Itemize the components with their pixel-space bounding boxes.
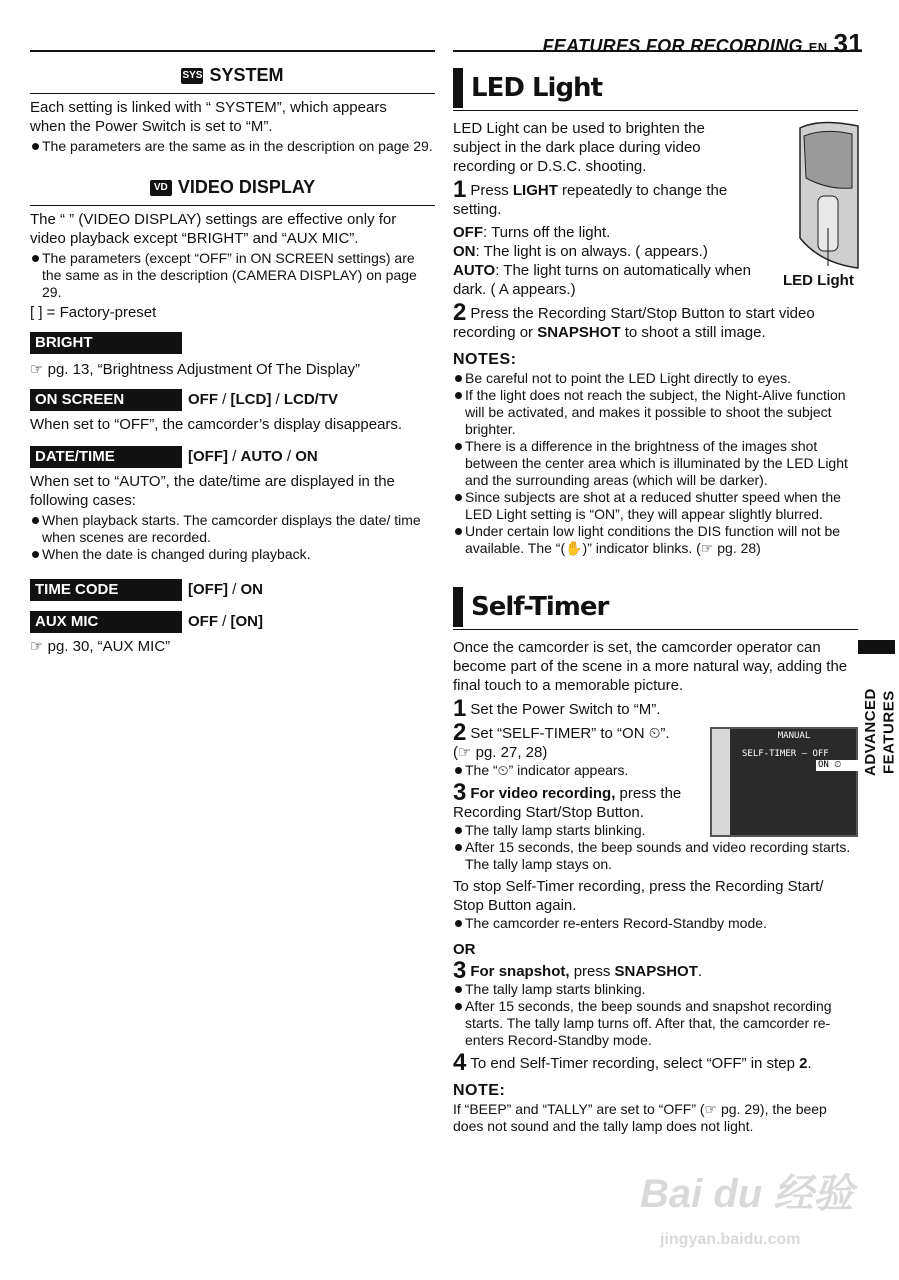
list-item: The “⏲” indicator appears. — [453, 762, 858, 779]
time-code-row: TIME CODE [OFF] / ON — [30, 579, 435, 601]
date-time-desc: When set to “AUTO”, the date/time are displayed in the following cases: — [30, 472, 395, 509]
led-intro: LED Light can be used to brighten the subject in the dark place during video recording or D.S.C. shooting. — [453, 120, 705, 175]
timer-step-3b: 3 For snapshot, press SNAPSHOT. — [453, 957, 703, 984]
list-item: The parameters (except “OFF” in ON SCREEN settings) are the same as in the description (CAMERA DISPLAY) on page 29. — [30, 250, 435, 301]
list-item: When the date is changed during playback. — [30, 546, 435, 563]
list-item: The camcorder re-enters Record-Standby mode. — [453, 915, 858, 932]
timer-step-1: 1 Set the Power Switch to “M”. — [453, 695, 661, 722]
timer-step-2: 2 Set “SELF-TIMER” to “ON ⏲”. — [453, 719, 670, 746]
note-title: NOTE: — [453, 1082, 506, 1099]
section-title: FEATURES FOR RECORDING — [542, 36, 803, 56]
lcd-row: SELF-TIMER – OFF — [742, 749, 829, 759]
led-heading: LED Light — [453, 68, 858, 108]
side-tab-label: ADVANCED FEATURES — [862, 688, 898, 777]
bright-ref: ☞ pg. 13, “Brightness Adjustment Of The Display” — [30, 360, 360, 378]
lcd-selected: ON ⏲ — [816, 760, 858, 771]
list-item: Since subjects are shot at a reduced shutter speed when the LED Light setting is “ON”, they will appear slightly blurred. — [453, 489, 858, 523]
system-mode-icon: SYS — [181, 68, 203, 84]
led-options: OFF: Turns off the light. ON: The light is on always. ( appears.) AUTO: The light turns on automatically when dark. ( A appears.) — [453, 224, 751, 298]
on-screen-label: ON SCREEN — [30, 389, 182, 411]
notes-title: NOTES: — [453, 351, 517, 368]
list-item: After 15 seconds, the beep sounds and snapshot recording starts. The tally lamp turns off. After that, the camcorder re-enters Record-Standby mode. — [453, 998, 858, 1049]
factory-preset-note: [ ] = Factory-preset — [30, 303, 157, 321]
camcorder-illustration — [780, 118, 858, 278]
led-light-label: LED Light — [783, 272, 854, 289]
stop-instructions: To stop Self-Timer recording, press the Recording Start/ Stop Button again. — [453, 878, 824, 914]
self-timer-section — [453, 587, 858, 1135]
time-code-label: TIME CODE — [30, 579, 182, 601]
list-item: If the light does not reach the subject, the Night-Alive function will be activated, and makes it possible to shoot the subject brighter. — [453, 387, 858, 438]
lcd-title: MANUAL — [777, 731, 811, 741]
page-header — [543, 28, 863, 60]
note-text: If “BEEP” and “TALLY” are set to “OFF” (☞ pg. 29), the beep does not sound and the tally lamp does not light. — [453, 1100, 827, 1134]
date-time-label: DATE/TIME — [30, 446, 182, 468]
date-time-row: DATE/TIME [OFF] / AUTO / ON When set to “AUTO”, the date/time are displayed in the following cases: When playback starts. The camcorder displays the date/ time when scenes are recorded. When the date is changed during playback. — [30, 446, 435, 563]
left-column — [30, 65, 435, 656]
list-item: When playback starts. The camcorder displays the date/ time when scenes are recorded. — [30, 512, 435, 546]
on-screen-desc: When set to “OFF”, the camcorder’s display disappears. — [30, 415, 403, 433]
video-display-icon: VD — [150, 180, 172, 196]
list-item: The tally lamp starts blinking. — [453, 822, 858, 839]
watermark-brand: Bai du 经验 — [640, 1172, 854, 1216]
menu-icon-strip — [712, 729, 730, 835]
list-item: Under certain low light conditions the DIS function will not be available. The “(✋)” indicator blinks. (☞ pg. 28) — [453, 523, 858, 557]
system-body: Each setting is linked with “ SYSTEM”, which appears when the Power Switch is set to “M”. The parameters are the same as in the description on page 29. — [30, 93, 435, 155]
aux-mic-ref: ☞ pg. 30, “AUX MIC” — [30, 637, 171, 655]
page-number: 31 — [833, 28, 863, 58]
aux-mic-row: AUX MIC OFF / [ON] ☞ pg. 30, “AUX MIC” — [30, 611, 435, 656]
left-top-rule — [30, 50, 435, 52]
timer-step-2-ref: (☞ pg. 27, 28) — [453, 744, 548, 761]
watermark-url: jingyan.baidu.com — [660, 1231, 801, 1248]
on-screen-row: ON SCREEN OFF / [LCD] / LCD/TV When set to “OFF”, the camcorder’s display disappears. — [30, 389, 435, 434]
list-item: The tally lamp starts blinking. — [453, 981, 858, 998]
timer-step-3a: 3 For video recording, press the Recording Start/Stop Button. — [453, 779, 682, 821]
bright-row — [30, 332, 435, 379]
list-item: There is a difference in the brightness of the images shot between the center area which is illuminated by the LED Light and the surrounding areas (which will be darker). — [453, 438, 858, 489]
or-label: OR — [453, 941, 476, 958]
timer-step-4: 4 To end Self-Timer recording, select “OFF” in step 2. — [453, 1049, 812, 1076]
lcd-menu-screenshot — [710, 727, 858, 837]
self-timer-intro: Once the camcorder is set, the camcorder operator can become part of the scene in a more natural way, adding the final touch to a memorable picture. — [453, 639, 848, 694]
list-item: After 15 seconds, the beep sounds and video recording starts. The tally lamp stays on. — [453, 839, 858, 873]
list-item: Be careful not to point the LED Light directly to eyes. — [453, 370, 858, 387]
self-timer-heading: Self-Timer — [453, 587, 858, 627]
list-item: The parameters are the same as in the description on page 29. — [30, 138, 435, 155]
system-heading: SYS SYSTEM — [182, 65, 284, 85]
bright-label: BRIGHT — [30, 332, 182, 354]
video-display-body: The “ ” (VIDEO DISPLAY) settings are effective only for video playback except “BRIGHT” and “AUX MIC”. The parameters (except “OFF” in ON SCREEN settings) are the same as in the description (CAMERA DISPLAY) on page 29. [ ] = Factory-preset — [30, 205, 435, 322]
led-step-1: 1 Press LIGHT repeatedly to change the setting. — [453, 176, 728, 218]
notes-list — [453, 370, 858, 557]
aux-mic-label: AUX MIC — [30, 611, 182, 633]
lang-code: EN — [808, 40, 828, 55]
led-step-2: 2 Press the Recording Start/Stop Button to start video recording or SNAPSHOT to shoot a still image. — [453, 299, 815, 341]
video-display-heading: VD VIDEO DISPLAY — [30, 177, 435, 199]
